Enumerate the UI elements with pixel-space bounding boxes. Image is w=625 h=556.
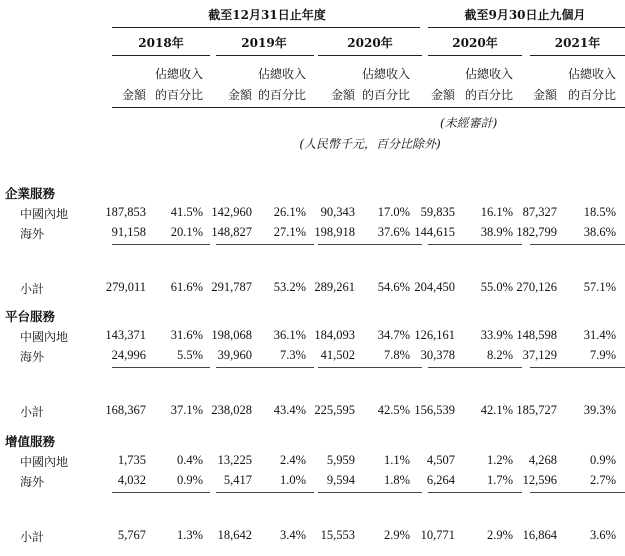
subtotal-cell: 42.1% [480, 403, 513, 417]
pct-col-header-line2: 的百分比 [464, 88, 513, 102]
subtotal-rule [112, 492, 210, 493]
year-rule-5 [530, 55, 625, 56]
table-cell: 144,615 [414, 225, 455, 239]
table-cell: 198,918 [314, 225, 355, 239]
table-cell: 187,853 [105, 205, 146, 219]
table-cell: 1.0% [279, 473, 306, 487]
subtotal-cell: 279,011 [105, 280, 146, 294]
table-cell: 8.2% [486, 348, 513, 362]
table-cell: 4,268 [528, 453, 557, 467]
row-label: 中國內地 [20, 455, 69, 469]
table-cell: 37.6% [377, 225, 410, 239]
subtotal-cell: 291,787 [211, 280, 252, 294]
year-header-1: 2018年 [138, 36, 184, 50]
table-cell: 7.8% [383, 348, 410, 362]
table-cell: 198,068 [211, 328, 252, 342]
subtotal-cell: 185,727 [516, 403, 557, 417]
table-cell: 1,735 [117, 453, 146, 467]
table-cell: 24,996 [111, 348, 146, 362]
section-title: 企業服務 [5, 186, 56, 201]
subtotal-cell: 2.9% [383, 528, 410, 542]
row-label: 中國內地 [20, 330, 69, 344]
subtotal-cell: 204,450 [414, 280, 455, 294]
subtotal-rule [530, 244, 625, 245]
subtotal-cell: 5,767 [117, 528, 146, 542]
subtotal-rule [318, 492, 422, 493]
amount-col-header: 金額 [330, 88, 355, 102]
table-cell: 5.5% [176, 348, 203, 362]
table-cell: 37,129 [522, 348, 557, 362]
unit-note: (人民幣千元，百分比除外) [299, 137, 441, 151]
subtotal-rule [318, 367, 422, 368]
subtotal-cell: 57.1% [583, 280, 616, 294]
subtotal-cell: 39.3% [583, 403, 616, 417]
table-cell: 4,032 [117, 473, 146, 487]
table-cell: 148,598 [516, 328, 557, 342]
table-cell: 38.6% [583, 225, 616, 239]
pct-col-header-line1: 佔總收入 [154, 67, 203, 81]
table-cell: 182,799 [516, 225, 557, 239]
subtotal-cell: 18,642 [217, 528, 252, 542]
table-cell: 30,378 [420, 348, 455, 362]
table-cell: 31.6% [170, 328, 203, 342]
subtotal-cell: 238,028 [211, 403, 252, 417]
year-header-4: 2020年 [452, 36, 498, 50]
year-rule-4 [428, 55, 522, 56]
table-cell: 31.4% [583, 328, 616, 342]
year-header-2: 2019年 [241, 36, 287, 50]
table-cell: 27.1% [273, 225, 306, 239]
year-rule-2 [216, 55, 314, 56]
subtotal-rule [112, 244, 210, 245]
subtotal-rule [216, 367, 314, 368]
table-cell: 9,594 [326, 473, 355, 487]
table-cell: 90,343 [320, 205, 355, 219]
table-cell: 0.9% [589, 453, 616, 467]
table-cell: 36.1% [273, 328, 306, 342]
group-header-full-year: 截至12月31日止年度 [208, 8, 326, 22]
table-cell: 1.8% [383, 473, 410, 487]
pct-col-header-line1: 佔總收入 [464, 67, 513, 81]
subtotal-cell: 289,261 [314, 280, 355, 294]
pct-col-header-line1: 佔總收入 [567, 67, 616, 81]
table-cell: 34.7% [377, 328, 410, 342]
table-cell: 0.4% [176, 453, 203, 467]
table-cell: 0.9% [176, 473, 203, 487]
group-rule-full-year [112, 27, 420, 28]
table-cell: 33.9% [480, 328, 513, 342]
pct-col-header-line2: 的百分比 [154, 88, 203, 102]
subtotal-rule [428, 367, 522, 368]
table-cell: 7.3% [279, 348, 306, 362]
table-cell: 39,960 [217, 348, 252, 362]
table-cell: 1.2% [486, 453, 513, 467]
subtotal-cell: 16,864 [522, 528, 557, 542]
year-header-3: 2020年 [347, 36, 393, 50]
subtotal-cell: 42.5% [377, 403, 410, 417]
table-cell: 2.4% [279, 453, 306, 467]
section-title: 平台服務 [5, 309, 56, 324]
row-label: 海外 [20, 350, 45, 364]
table-cell: 16.1% [480, 205, 513, 219]
table-cell: 7.9% [589, 348, 616, 362]
subtotal-cell: 168,367 [105, 403, 146, 417]
pct-col-header-line2: 的百分比 [257, 88, 306, 102]
pct-col-header-line1: 佔總收入 [361, 67, 410, 81]
subtotal-rule [428, 244, 522, 245]
subtotal-cell: 53.2% [273, 280, 306, 294]
table-cell: 26.1% [273, 205, 306, 219]
subtotal-cell: 156,539 [414, 403, 455, 417]
year-rule-3 [318, 55, 422, 56]
header-bottom-rule [112, 107, 625, 108]
subtotal-cell: 54.6% [377, 280, 410, 294]
subtotal-cell: 225,595 [314, 403, 355, 417]
table-cell: 126,161 [414, 328, 455, 342]
pct-col-header-line2: 的百分比 [567, 88, 616, 102]
pct-col-header-line1: 佔總收入 [257, 67, 306, 81]
table-cell: 91,158 [111, 225, 146, 239]
subtotal-cell: 3.4% [279, 528, 306, 542]
table-cell: 41,502 [320, 348, 355, 362]
table-cell: 59,835 [420, 205, 455, 219]
subtotal-rule [530, 367, 625, 368]
table-cell: 4,507 [426, 453, 455, 467]
table-cell: 142,960 [211, 205, 252, 219]
subtotal-cell: 270,126 [516, 280, 557, 294]
table-cell: 143,371 [105, 328, 146, 342]
table-cell: 148,827 [211, 225, 252, 239]
table-cell: 13,225 [217, 453, 252, 467]
subtotal-cell: 10,771 [420, 528, 455, 542]
table-cell: 184,093 [314, 328, 355, 342]
group-rule-nine-months [428, 27, 625, 28]
subtotal-cell: 15,553 [320, 528, 355, 542]
subtotal-cell: 55.0% [480, 280, 513, 294]
amount-col-header: 金額 [430, 88, 455, 102]
pct-col-header-line2: 的百分比 [361, 88, 410, 102]
subtotal-cell: 61.6% [170, 280, 203, 294]
table-cell: 5,959 [326, 453, 355, 467]
table-cell: 2.7% [589, 473, 616, 487]
subtotal-cell: 3.6% [589, 528, 616, 542]
amount-col-header: 金額 [532, 88, 557, 102]
table-cell: 87,327 [522, 205, 557, 219]
amount-col-header: 金額 [121, 88, 146, 102]
table-cell: 18.5% [583, 205, 616, 219]
subtotal-rule [530, 492, 625, 493]
table-cell: 41.5% [170, 205, 203, 219]
table-cell: 17.0% [377, 205, 410, 219]
subtotal-cell: 37.1% [170, 403, 203, 417]
subtotal-rule [216, 492, 314, 493]
subtotal-rule [428, 492, 522, 493]
amount-col-header: 金額 [227, 88, 252, 102]
subtotal-label: 小計 [20, 405, 45, 419]
table-cell: 20.1% [170, 225, 203, 239]
group-header-nine-months: 截至9月30日止九個月 [464, 8, 586, 22]
subtotal-rule [216, 244, 314, 245]
year-rule-1 [112, 55, 210, 56]
subtotal-cell: 43.4% [273, 403, 306, 417]
subtotal-label: 小計 [20, 282, 45, 296]
subtotal-cell: 1.3% [176, 528, 203, 542]
table-cell: 6,264 [426, 473, 455, 487]
row-label: 中國內地 [20, 207, 69, 221]
table-cell: 5,417 [223, 473, 252, 487]
unaudited-note: (未經審計) [440, 116, 498, 130]
subtotal-rule [318, 244, 422, 245]
section-title: 增值服務 [5, 434, 56, 449]
table-cell: 38.9% [480, 225, 513, 239]
subtotal-cell: 2.9% [486, 528, 513, 542]
row-label: 海外 [20, 227, 45, 241]
subtotal-label: 小計 [20, 530, 45, 544]
year-header-5: 2021年 [554, 36, 601, 50]
table-cell: 1.7% [486, 473, 513, 487]
row-label: 海外 [20, 475, 45, 489]
table-cell: 12,596 [522, 473, 557, 487]
subtotal-rule [112, 367, 210, 368]
table-cell: 1.1% [383, 453, 410, 467]
